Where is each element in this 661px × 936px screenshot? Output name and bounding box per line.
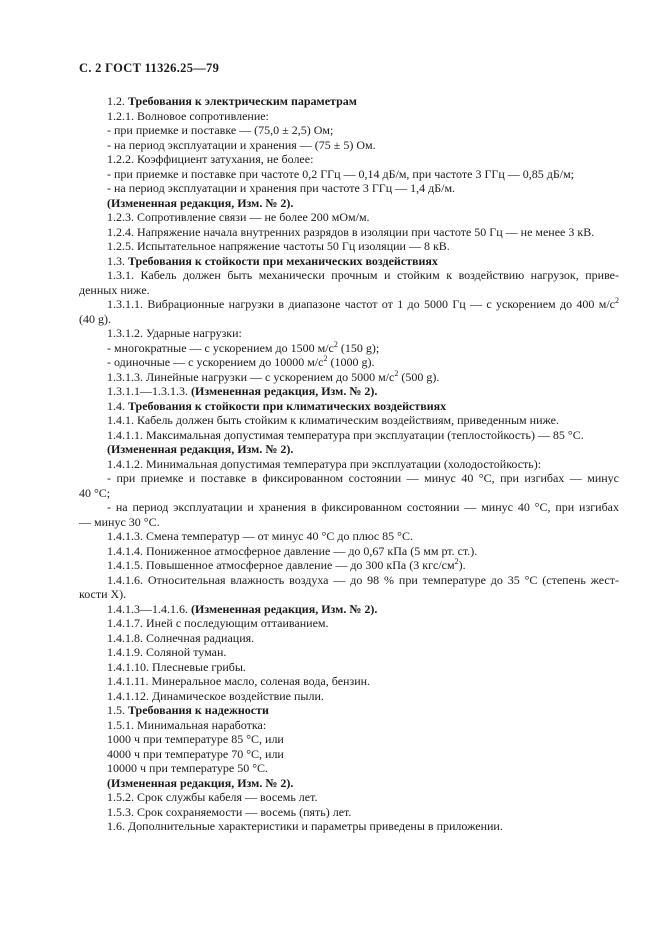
text-line [107,297,619,312]
text-line [79,587,619,602]
line-text: - при приемке и поставке в фиксированном состоянии — минус 40 °С, при изгибах — минус [107,471,619,485]
text-line [79,486,619,501]
line-text: 40 °С; [79,485,111,500]
line-text: 1.4.1.3. Смена температур — от минус 40 °С до плюс 85 °С. [107,529,413,543]
line-text: 1.5.3. Срок сохраняемости — восемь (пять) лет. [107,804,352,819]
text-line [107,239,619,254]
line-text: 1.2.4. Напряжение начала внутренних разрядов в изоляции при частоте 50 Гц — не менее 3 кВ. [107,224,595,239]
text-line [107,225,619,240]
line-text: 1.4.1.4. Пониженное атмосферное давление — до 0,67 кПа (5 мм рт. ст.). [107,543,478,558]
bold-text: (Измененная редакция, Изм. № 2). [107,195,294,210]
text-line [107,341,619,356]
text-line [107,529,619,544]
text-line [107,268,619,283]
text-line [107,384,619,399]
superscript: 2 [394,368,399,378]
line-text: - на период эксплуатации и хранения при частоте 3 ГГц — 1,4 дБ/м. [107,181,456,195]
line-text: 1.4.1.1. Максимальная допустимая температура при эксплуатации (теплостойкость) — 85 °С. [107,427,584,442]
line-text-after: (1000 g). [327,355,375,369]
line-text: 1.4.1.12. Динамическое воздействие пыли. [107,688,324,703]
bold-text: Требования к электрическим параметрам [128,94,357,108]
line-text: 10000 ч при температуре 50 °С. [107,761,269,775]
line-text: (40 g). [79,311,111,326]
line-text: 1.3.1.1—1.3.1.3. [107,384,191,398]
line-text: 1.4.1.11. Минеральное масло, соленая вода, бензин. [107,674,371,688]
bold-text: Требования к стойкости при механических воздействиях [128,253,438,268]
line-text: денных ниже. [79,282,150,297]
text-line [107,703,619,718]
text-line [107,790,619,805]
document-body [79,94,619,834]
superscript: 2 [333,339,338,349]
line-text-after: (150 g); [337,340,380,355]
line-text: 1.4.1.8. Солнечная радиация. [107,630,255,645]
text-line [107,819,619,834]
line-text: 1.3.1.2. Ударные нагрузки: [107,326,242,340]
line-text-after: (500 g). [398,369,440,384]
text-line [107,457,619,472]
bold-text: (Измененная редакция, Изм. № 2). [107,442,294,456]
line-text: — минус 30 °С. [79,514,160,529]
bold-text: Требования к стойкости при климатических воздействиях [128,398,447,413]
line-text: - одиночные — с ускорением до 10000 м/с [107,355,324,369]
line-text: 1.3.1. Кабель должен быть механически прочным и стойким к воздействию нагрузок, приве- [107,268,619,282]
text-line [107,109,619,124]
line-text: 1.4. [107,398,128,413]
text-line [79,312,619,327]
line-text: 1000 ч при температуре 85 °С, или [107,732,284,746]
text-line [107,94,619,109]
text-line [107,732,619,747]
text-line [107,326,619,341]
text-line [107,689,619,704]
line-text: 1.3.1.3. Линейные нагрузки — с ускорением до 5000 м/с [107,369,395,384]
text-line [107,123,619,138]
line-text: 1.4.1.3—1.4.1.6. [107,601,191,616]
text-line [107,645,619,660]
superscript: 2 [454,557,459,566]
superscript: 2 [615,296,619,305]
text-line [107,210,619,225]
line-text: 1.4.1.5. Повышенное атмосферное давление — до 300 кПа (3 кгс/см [107,558,455,572]
text-line [107,573,619,588]
bold-text: (Измененная редакция, Изм. № 2). [107,775,294,790]
superscript: 2 [323,354,328,363]
line-text: 1.2.3. Сопротивление связи — не более 200 мОм/м. [107,210,370,224]
text-line [79,515,619,530]
text-line [107,761,619,776]
line-text: 1.4.1.6. Относительная влажность воздуха — до 98 % при температуре до 35 °С (степень жест- [107,572,619,587]
text-line [107,674,619,689]
page-header: С. 2 ГОСТ 11326.25—79 [79,61,220,75]
line-text: - при приемке и поставке — (75,0 ± 2,5) Ом; [107,123,334,137]
line-text: 1.5.2. Срок службы кабеля — восемь лет. [107,790,318,804]
bold-text: Требования к надежности [128,703,269,717]
text-line [107,660,619,675]
bold-text: (Измененная редакция, Изм. № 2). [191,601,378,616]
text-line [107,471,619,486]
text-line [79,283,619,298]
text-line [107,442,619,457]
text-line [107,747,619,762]
text-line [107,602,619,617]
text-line [107,805,619,820]
line-text: 1.2.1. Волновое сопротивление: [107,108,269,123]
text-line [107,558,619,573]
text-line [107,616,619,631]
line-text: - при приемке и поставке при частоте 0,2 ГГц — 0,14 дБ/м, при частоте 3 ГГц — 0,85 дБ/м; [107,166,575,181]
text-line [107,355,619,370]
line-text: 1.4.1. Кабель должен быть стойким к климатическим воздействиям, приведенным ниже. [107,413,559,427]
text-line [107,152,619,167]
line-text: - на период эксплуатации и хранения в фиксированном состоянии — минус 40 °С, при изгибах [107,500,619,514]
line-text: 1.4.1.9. Соляной туман. [107,645,227,659]
line-text: 1.5.1. Минимальная наработка: [107,717,267,732]
line-text: 1.2.5. Испытательное напряжение частоты 50 Гц изоляции — 8 кВ. [107,239,450,253]
text-line [107,413,619,428]
line-text: кости X). [79,587,127,601]
line-text: 1.5. [107,703,128,717]
line-text: - многократные — с ускорением до 1500 м/с [107,340,334,355]
text-line [107,544,619,559]
text-line [107,428,619,443]
line-text-after: ). [458,558,466,572]
text-line [107,254,619,269]
text-line [107,196,619,211]
text-line [107,631,619,646]
text-line [107,181,619,196]
line-text: 4000 ч при температуре 70 °С, или [107,746,284,761]
text-line [107,138,619,153]
text-line [107,167,619,182]
text-line [107,370,619,385]
text-line [107,718,619,733]
text-line [107,500,619,515]
line-text: 1.2.2. Коэффициент затухания, не более: [107,152,314,166]
text-line [107,776,619,791]
line-text: 1.3.1.1. Вибрационные нагрузки в диапазоне частот от 1 до 5000 Гц — с ускорением до 400 м/с [107,297,615,311]
line-text: 1.2. [107,94,128,108]
line-text: 1.3. [107,253,128,268]
line-text: - на период эксплуатации и хранения — (75 ± 5) Ом. [107,137,376,152]
bold-text: (Измененная редакция, Изм. № 2). [191,384,378,398]
line-text: 1.4.1.7. Иней с последующим оттаиванием. [107,616,329,630]
text-line [107,399,619,414]
line-text: 1.6. Дополнительные характеристики и параметры приведены в приложении. [107,819,503,833]
line-text: 1.4.1.10. Плесневые грибы. [107,659,246,674]
line-text: 1.4.1.2. Минимальная допустимая температура при эксплуатации (холодостойкость): [107,456,542,471]
